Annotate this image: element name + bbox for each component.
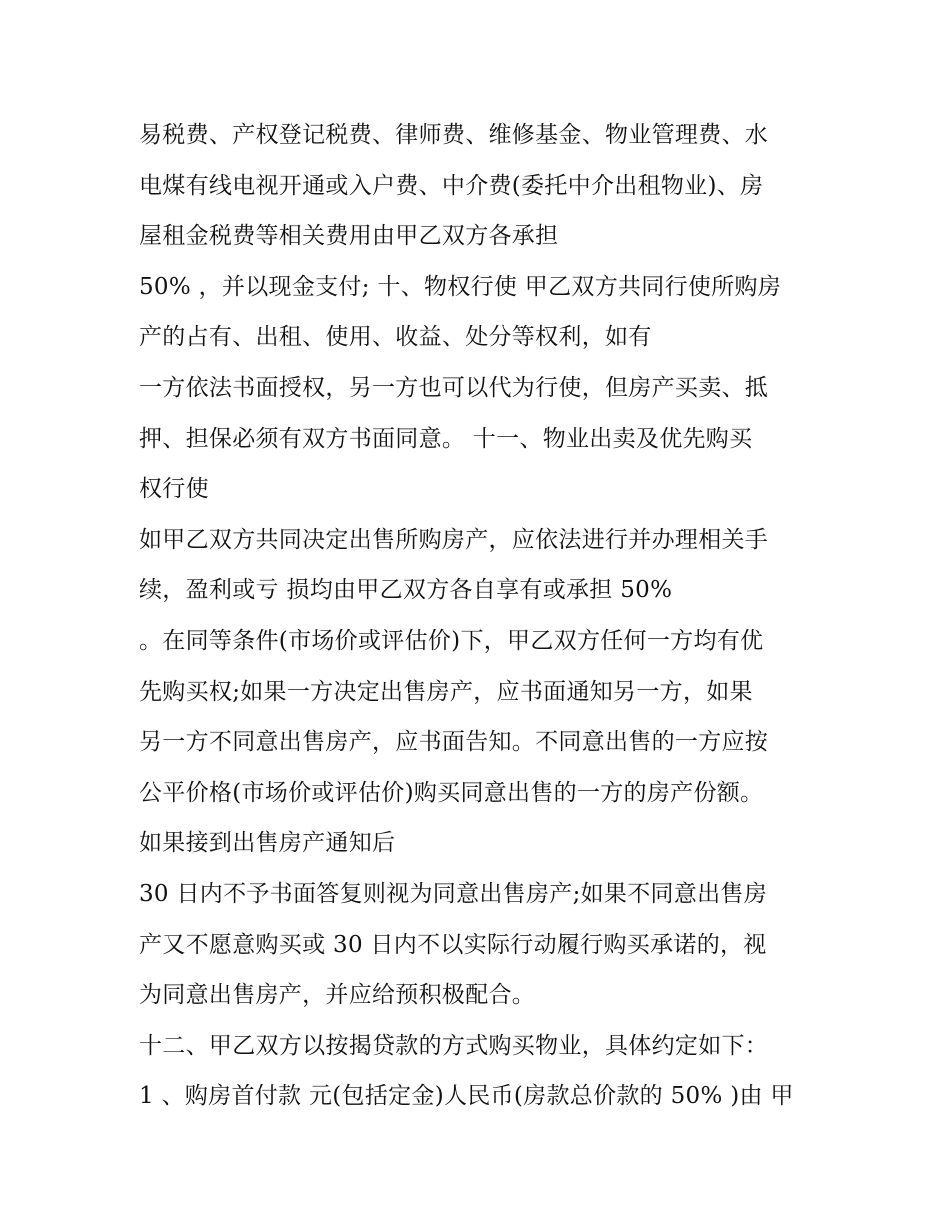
text-line: 先购买权;如果一方决定出售房产，应书面通知另一方，如果 xyxy=(139,678,753,705)
text-line: 十二、甲乙双方以按揭贷款的方式购买物业，具体约定如下： xyxy=(139,1032,769,1059)
text-line: 为同意出售房产，并应给预积极配合。 xyxy=(139,982,536,1009)
text-line: 公平价格(市场价或评估价)购买同意出售的一方的房产份额。 xyxy=(139,779,764,806)
text-line: 产的占有、出租、使用、收益、处分等权利，如有 xyxy=(139,324,652,351)
text-line: 易税费、产权登记税费、律师费、维修基金、物业管理费、水 xyxy=(139,122,769,148)
text-line: 50% ，并以现金支付; 十、物权行使 甲乙双方共同行使所购房 xyxy=(139,273,782,300)
text-line: 屋租金税费等相关费用由甲乙双方各承担 xyxy=(139,223,559,250)
text-line: 权行使 xyxy=(139,476,209,503)
text-line: 如果接到出售房产通知后 xyxy=(139,830,396,857)
document-body xyxy=(139,110,829,1122)
text-line: 1 、购房首付款 元(包括定金)人民币(房款总价款的 50% )由 甲 xyxy=(139,1083,794,1110)
text-line: 30 日内不予书面答复则视为同意出售房产;如果不同意出售房 xyxy=(139,880,768,907)
text-line: 。在同等条件(市场价或评估价)下，甲乙双方任何一方均有优 xyxy=(139,627,764,654)
text-line: 另一方不同意出售房产，应书面告知。不同意出售的一方应按 xyxy=(139,729,769,756)
text-line: 一方依法书面授权，另一方也可以代为行使，但房产买卖、抵 xyxy=(139,374,769,401)
text-line: 押、担保必须有双方书面同意。 十一、物业出卖及优先购买 xyxy=(139,425,753,452)
text-line: 续，盈利或亏 损均由甲乙双方各自享有或承担 50% xyxy=(139,577,673,604)
text-line: 产又不愿意购买或 30 日内不以实际行动履行购买承诺的，视 xyxy=(139,931,767,958)
text-line: 如甲乙双方共同决定出售所购房产，应依法进行并办理相关手 xyxy=(139,526,769,553)
text-line: 电煤有线电视开通或入户费、中介费(委托中介出租物业)、房 xyxy=(139,172,764,199)
